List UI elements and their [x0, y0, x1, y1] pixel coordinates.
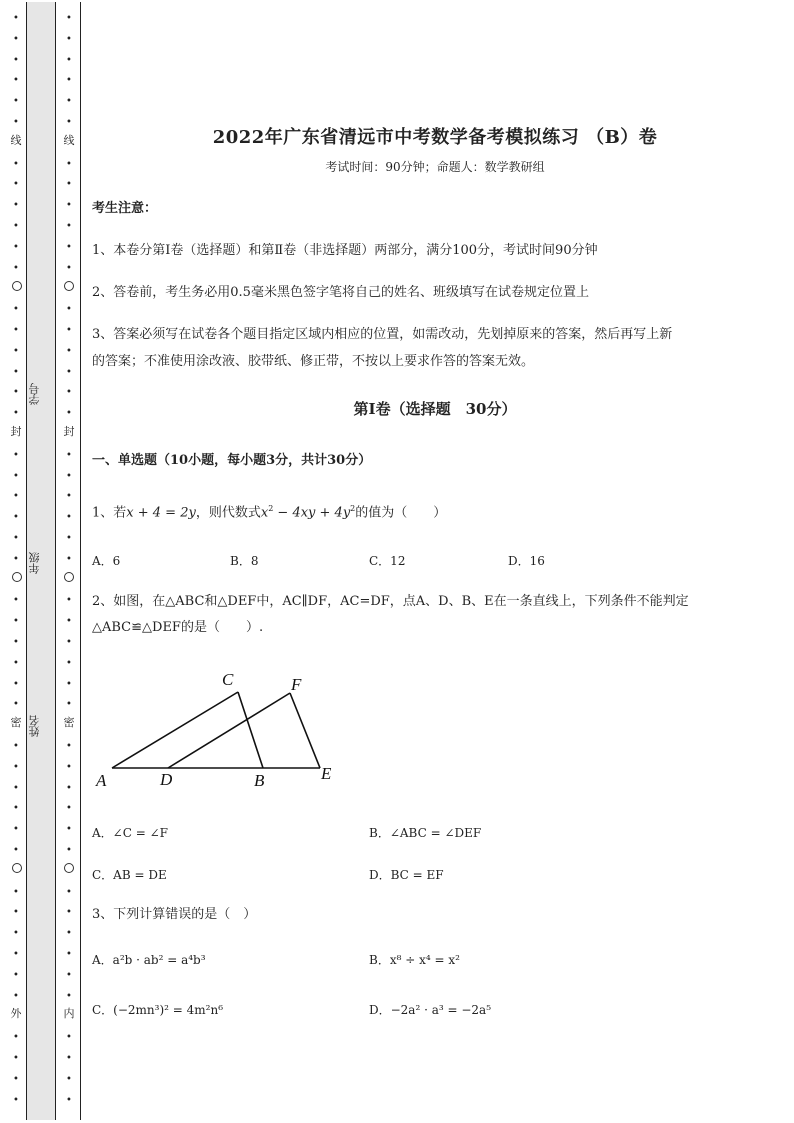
q1-expr-b: − 4xy + 4y — [273, 505, 351, 521]
binding-dot: • — [66, 657, 72, 669]
q1-condition: x + 4 = 2y — [126, 505, 196, 521]
q1-expr-a: x — [260, 505, 269, 521]
note-item: 的答案；不准使用涂改液、胶带纸、修正带，不按以上要求作答的答案无效。 — [92, 354, 535, 369]
q1-option-d[interactable]: D．16 — [508, 554, 545, 568]
notes-heading: 考生注意： — [92, 201, 158, 216]
binding-dot: • — [66, 200, 72, 212]
binding-dot: • — [13, 1073, 19, 1085]
binding-dot: • — [66, 761, 72, 773]
binding-dot: • — [13, 657, 19, 669]
binding-dot: • — [13, 345, 19, 357]
binding-dot: • — [13, 533, 19, 544]
question-3: 3、下列计算错误的是（ ） — [92, 907, 257, 922]
binding-dot: • — [66, 1053, 72, 1064]
binding-dot: • — [66, 262, 72, 274]
binding-dot: • — [66, 1073, 72, 1085]
q1-end: 的值为（ ） — [355, 505, 447, 521]
binding-dot: • — [66, 512, 72, 524]
binding-dot: • — [13, 845, 19, 856]
binding-dot: • — [13, 158, 19, 170]
segment-AC — [112, 692, 238, 768]
binding-dot: • — [66, 13, 72, 24]
binding-dot: • — [66, 387, 72, 399]
binding-dot: • — [66, 491, 72, 503]
binding-mark: 密 — [10, 716, 22, 729]
binding-dot: • — [66, 824, 72, 836]
note-item: 3、答案必须写在试卷各个题目指定区域内相应的位置，如需改动，先划掉原来的答案，然后再写上新 — [92, 327, 673, 342]
binding-circle-icon — [64, 572, 74, 582]
q1-option-a[interactable]: A．6 — [92, 554, 121, 568]
binding-dot: • — [13, 96, 19, 108]
binding-dot: • — [66, 845, 72, 856]
binding-dot: • — [13, 408, 19, 420]
name-label: 姓名 — [28, 715, 41, 737]
binding-dot: • — [66, 533, 72, 544]
binding-dot: • — [13, 699, 19, 711]
binding-dot: • — [66, 325, 72, 336]
q3-option-a[interactable]: A．a²b · ab² = a⁴b³ — [92, 953, 206, 967]
question-2-line-1: 2、如图，在△ABC和△DEF中，AC∥DF，AC=DF，点A、D、B、E在一条直线上，下列条件不能判定 — [92, 594, 689, 609]
q1-prefix: 1、若 — [92, 505, 127, 521]
binding-dot: • — [66, 886, 72, 898]
binding-edge-line — [80, 2, 81, 1120]
triangle-figure — [90, 662, 350, 794]
binding-circle-icon — [12, 572, 22, 582]
binding-dot: • — [66, 782, 72, 794]
binding-dot: • — [66, 699, 72, 711]
binding-dot: • — [13, 990, 19, 1002]
binding-mark: 线 — [10, 134, 22, 147]
binding-dot: • — [13, 803, 19, 815]
binding-dot: • — [13, 761, 19, 773]
label-A: A — [96, 771, 107, 790]
binding-dot: • — [66, 117, 72, 128]
section-title: 一、单选题（10小题，每小题3分，共计30分） — [92, 453, 372, 468]
label-F: F — [291, 675, 302, 694]
q2-option-b[interactable]: B．∠ABC = ∠DEF — [369, 826, 482, 840]
grade-label: 年级 — [28, 552, 41, 574]
binding-dot: • — [66, 969, 72, 981]
binding-dot: • — [13, 782, 19, 794]
binding-dot: • — [66, 928, 72, 940]
binding-dot: • — [13, 616, 19, 628]
question-2-line-2: △ABC≌△DEF的是（ ）. — [92, 620, 264, 635]
binding-dot: • — [13, 75, 19, 87]
binding-dot: • — [13, 262, 19, 274]
binding-circle-icon — [12, 281, 22, 291]
binding-dot: • — [13, 387, 19, 399]
q1-option-c[interactable]: C．12 — [369, 554, 406, 568]
binding-dot: • — [13, 200, 19, 212]
binding-dot: • — [66, 408, 72, 420]
binding-dot: • — [13, 33, 19, 45]
binding-dot: • — [66, 949, 72, 960]
binding-dot: • — [13, 949, 19, 960]
binding-circle-icon — [64, 281, 74, 291]
binding-mark: 线 — [63, 134, 75, 147]
binding-dot: • — [13, 678, 19, 690]
binding-dot: • — [13, 1094, 19, 1106]
binding-dot: • — [13, 304, 19, 316]
binding-dot: • — [66, 803, 72, 815]
label-E: E — [321, 764, 332, 783]
q3-option-c[interactable]: C．(−2mn³)² = 4m²n⁶ — [92, 1003, 224, 1017]
q1-mid: ，则代数式 — [195, 505, 261, 521]
binding-mark: 封 — [63, 425, 75, 438]
binding-dot: • — [13, 325, 19, 336]
q1-option-b[interactable]: B．8 — [230, 554, 259, 568]
binding-dot: • — [66, 907, 72, 919]
note-item: 1、本卷分第Ⅰ卷（选择题）和第Ⅱ卷（非选择题）两部分，满分100分，考试时间90分钟 — [92, 243, 598, 258]
binding-dot: • — [66, 221, 72, 232]
binding-dot: • — [13, 117, 19, 128]
binding-dot: • — [13, 512, 19, 524]
student-id-label: 学号 — [28, 383, 41, 405]
binding-circle-icon — [12, 863, 22, 873]
label-D: D — [160, 770, 173, 789]
binding-dot: • — [13, 241, 19, 253]
binding-mark: 外 — [10, 1007, 22, 1020]
question-1: 1、若x + 4 = 2y，则代数式$x^2 - 4xy + 4y^2$的值为（ ） — [92, 504, 447, 521]
binding-dot: • — [66, 449, 72, 461]
binding-mark: 内 — [63, 1007, 75, 1020]
binding-dot: • — [13, 595, 19, 607]
binding-dot: • — [66, 595, 72, 607]
label-C: C — [222, 670, 234, 689]
binding-dot: • — [66, 678, 72, 690]
binding-dot: • — [66, 1094, 72, 1106]
binding-dot: • — [66, 54, 72, 66]
binding-dot: • — [13, 366, 19, 378]
q3-option-b[interactable]: B．x⁸ ÷ x⁴ = x² — [369, 953, 460, 967]
binding-dot: • — [13, 928, 19, 940]
binding-dot: • — [66, 990, 72, 1002]
binding-dot: • — [13, 13, 19, 24]
binding-dot: • — [13, 470, 19, 482]
label-B: B — [254, 771, 265, 790]
binding-dot: • — [66, 75, 72, 87]
binding-mark: 密 — [63, 716, 75, 729]
binding-dot: • — [66, 179, 72, 191]
binding-circle-icon — [64, 863, 74, 873]
binding-dot: • — [66, 616, 72, 628]
binding-dot: • — [13, 54, 19, 66]
q3-option-d[interactable]: D．−2a² · a³ = −2a⁵ — [369, 1003, 492, 1017]
binding-dot: • — [66, 1032, 72, 1044]
binding-dot: • — [13, 553, 19, 565]
q2-option-a[interactable]: A．∠C = ∠F — [92, 826, 168, 840]
exam-title: 2022年广东省清远市中考数学备考模拟练习 （B）卷 — [212, 127, 658, 148]
binding-dot: • — [66, 637, 72, 648]
segment-DF — [168, 693, 290, 768]
binding-dot: • — [13, 886, 19, 898]
binding-mark: 封 — [10, 425, 22, 438]
binding-dot: • — [66, 241, 72, 253]
exam-subtitle: 考试时间：90分钟；命题人：数学教研组 — [325, 160, 545, 174]
binding-dot: • — [13, 449, 19, 461]
q2-option-c[interactable]: C．AB = DE — [92, 868, 167, 882]
binding-dot: • — [13, 637, 19, 648]
segment-FE — [290, 693, 320, 768]
binding-dot: • — [13, 824, 19, 836]
binding-dot: • — [13, 179, 19, 191]
part-title: 第Ⅰ卷（选择题 30分） — [353, 400, 517, 418]
binding-dot: • — [13, 221, 19, 232]
binding-dot: • — [13, 969, 19, 981]
binding-dot: • — [66, 470, 72, 482]
note-item: 2、答卷前，考生务必用0.5毫米黑色签字笔将自己的姓名、班级填写在试卷规定位置上 — [92, 285, 589, 300]
binding-dot: • — [13, 491, 19, 503]
binding-dot: • — [66, 158, 72, 170]
binding-dot: • — [66, 304, 72, 316]
binding-dot: • — [66, 553, 72, 565]
binding-dot: • — [13, 1053, 19, 1064]
binding-dot: • — [13, 1032, 19, 1044]
q2-option-d[interactable]: D．BC = EF — [369, 868, 444, 882]
binding-dot: • — [66, 96, 72, 108]
binding-dot: • — [66, 345, 72, 357]
binding-dot: • — [66, 33, 72, 45]
binding-dot: • — [13, 741, 19, 752]
binding-dot: • — [13, 907, 19, 919]
binding-dot: • — [66, 741, 72, 752]
binding-dot: • — [66, 366, 72, 378]
segment-CB — [238, 692, 263, 768]
